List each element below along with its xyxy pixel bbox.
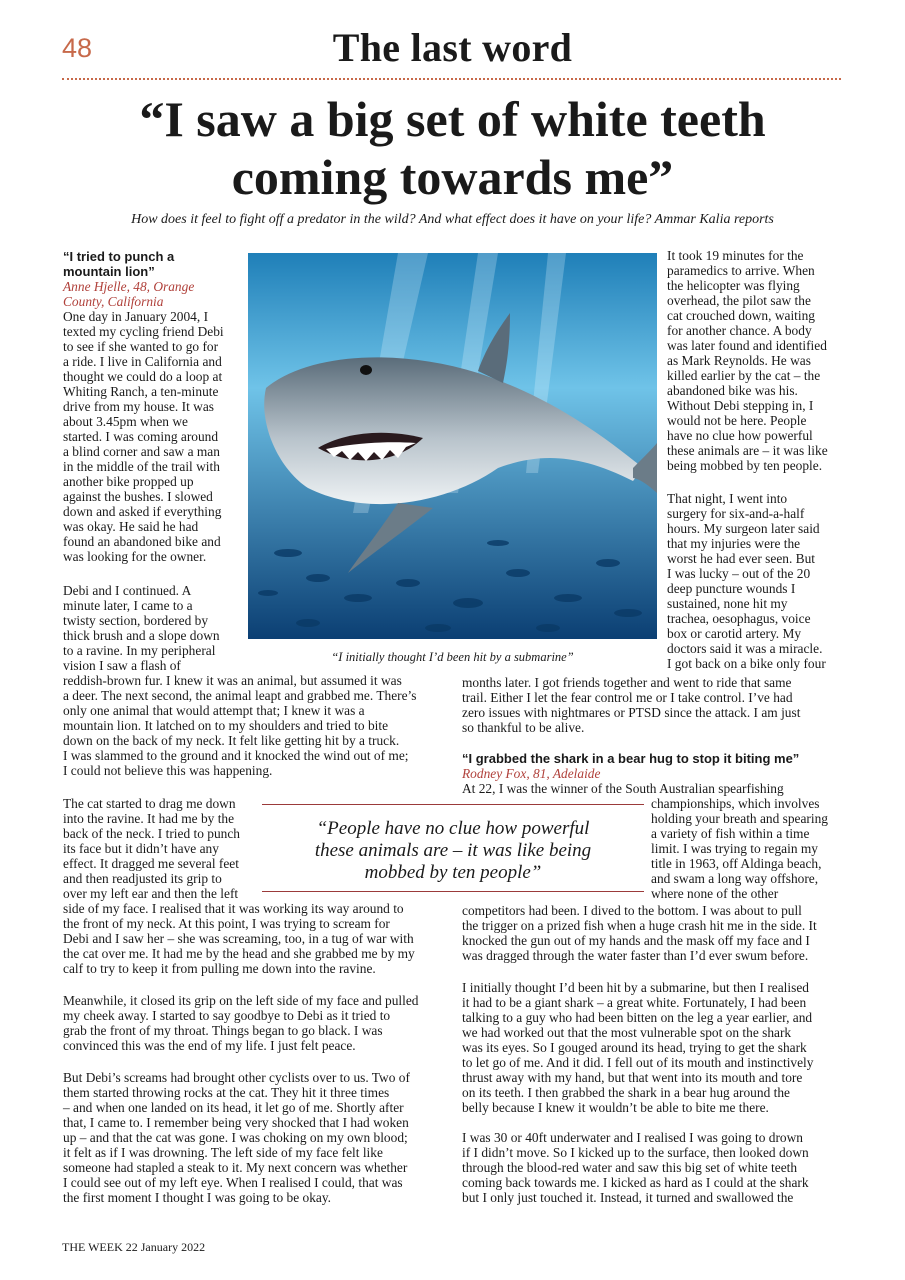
text-line: someone had stapled a steak to it. My next concern was whether	[63, 1160, 408, 1175]
text-line: deep puncture wounds I	[667, 581, 796, 596]
text-line: a variety of fish within a time	[651, 826, 810, 841]
headline	[40, 90, 865, 206]
page-number: 48	[62, 33, 93, 63]
text-line: started. I was coming around	[63, 429, 219, 444]
text-line: a deer. The next second, the animal leapt and grabbed me. There’s	[63, 688, 417, 703]
text-line: coming back towards me. I kicked as hard as I could at the shark	[462, 1175, 809, 1190]
text-line: side of my face. I realised that it was working its way around to	[63, 901, 404, 916]
text-line: I could not believe this was happening.	[63, 763, 273, 778]
story2-paragraph-3	[462, 1130, 809, 1205]
text-line: over my left ear and then the left	[63, 886, 239, 901]
pullquote-line-1: “People have no clue how powerful	[316, 818, 590, 839]
text-line: to let go of me. And it did. I fell out of its mouth and instinctively	[462, 1055, 814, 1070]
text-line: and swam a long way offshore,	[651, 871, 819, 886]
text-line: months later. I got friends together and went to ride that same	[462, 675, 792, 690]
text-line: where none of the other	[651, 886, 779, 901]
text-line: that my injuries were the	[667, 536, 801, 551]
text-line: a blind corner and saw a man	[63, 444, 220, 459]
text-line: Whiting Ranch, a ten-minute	[63, 384, 219, 399]
text-line: zero issues with nightmares or PTSD since the attack. I am just	[462, 705, 801, 720]
text-line: trail. Either I let the fear control me or I take control. I’ve had	[462, 690, 793, 705]
text-line: to see if she wanted to go for	[63, 339, 219, 354]
story1-byline-2: County, California	[63, 294, 164, 309]
text-line: as Mark Reynolds. He was	[667, 353, 811, 368]
text-line: in the middle of the trail with	[63, 459, 220, 474]
text-line: Meanwhile, it closed its grip on the left side of my face and pulled	[63, 993, 419, 1008]
text-line: the front of my neck. At this point, I was trying to scream for	[63, 916, 390, 931]
story1-paragraph-2-cont	[63, 673, 416, 778]
text-line: It took 19 minutes for the	[667, 248, 804, 263]
story1-col2-paragraph	[462, 675, 800, 735]
story2-subhead: “I grabbed the shark in a bear hug to stop it biting me”	[462, 751, 800, 766]
pullquote-rule-top	[262, 804, 644, 805]
shark-illustration	[248, 253, 657, 639]
text-line: effect. It dragged me several feet	[63, 856, 239, 871]
text-line: was later found and identified	[667, 338, 827, 353]
text-line: paramedics to arrive. When	[667, 263, 815, 278]
standfirst: How does it feel to fight off a predator in the wild? And what effect does it have on your life? Ammar Kalia reports	[131, 212, 774, 227]
text-line: was its eyes. So I gouged around its head, trying to get the shark	[462, 1040, 807, 1055]
text-line: up – and that the cat was gone. I was choking on my own blood;	[63, 1130, 408, 1145]
text-line: reddish-brown fur. I knew it was an animal, but assumed it was	[63, 673, 402, 688]
text-line: them started throwing rocks at the cat. They hit it three times	[63, 1085, 390, 1100]
text-line: that, I came to. I remember being very shocked that I had woken	[63, 1115, 409, 1130]
story2-paragraph-1	[462, 903, 817, 963]
story1-subhead-2: mountain lion”	[63, 264, 155, 279]
text-line: vision I saw a flash of	[63, 658, 181, 673]
text-line: and then readjusted its grip to	[63, 871, 222, 886]
text-line: was dragged through the water faster than I’d ever swum before.	[462, 948, 809, 963]
text-line: worst he had ever seen. But	[667, 551, 815, 566]
story1-paragraph-5	[63, 1070, 410, 1205]
text-line: killed earlier by the cat – the	[667, 368, 821, 383]
text-line: was looking for the owner.	[63, 549, 207, 564]
text-line: down on the back of my neck. It felt like getting hit by a truck.	[63, 733, 400, 748]
text-line: twisty section, bordered by	[63, 613, 209, 628]
story1-header	[63, 249, 243, 309]
text-line: so thankful to be alive.	[462, 720, 585, 735]
story2-paragraph-2	[462, 980, 813, 1115]
text-line: title in 1963, off Aldinga beach,	[651, 856, 822, 871]
text-line: these animals are – it was like	[667, 443, 828, 458]
story2-intro: At 22, I was the winner of the South Australian spearfishing	[462, 781, 784, 796]
text-line: we had worked out that the most vulnerable spot on the shark	[462, 1025, 792, 1040]
text-line: the first moment I thought I was going to be okay.	[63, 1190, 332, 1205]
text-line: being mobbed by ten people.	[667, 458, 823, 473]
text-line: through the blood-red water and saw this big set of white teeth	[462, 1160, 798, 1175]
story1-byline-1: Anne Hjelle, 48, Orange	[63, 279, 195, 294]
text-line: One day in January 2004, I	[63, 309, 209, 324]
text-line: I got back on a bike only four	[667, 656, 826, 671]
headline-line-2: coming towards me”	[231, 149, 674, 205]
text-line: doctors said it was a miracle.	[667, 641, 823, 656]
text-line: cat crouched down, waiting	[667, 308, 815, 323]
text-line: That night, I went into	[667, 491, 788, 506]
pullquote-line-2: these animals are – it was like being	[314, 840, 592, 861]
text-line: limit. I was trying to regain my	[651, 841, 818, 856]
text-line: Debi and I continued. A	[63, 583, 192, 598]
header-divider	[62, 78, 841, 80]
text-line: I was slammed to the ground and it knocked the wind out of me;	[63, 748, 409, 763]
text-line: knocked the gun out of my hands and the mask off my face and I	[462, 933, 810, 948]
story1-col3-paragraph-2	[667, 491, 826, 671]
text-line: about 3.45pm when we	[63, 414, 188, 429]
story1-paragraph-2	[63, 583, 220, 673]
text-line: thick brush and a slope down	[63, 628, 220, 643]
pullquote	[300, 818, 606, 884]
text-line: back of the neck. I tried to punch	[63, 826, 240, 841]
story1-paragraph-3-cont	[63, 901, 415, 976]
text-line: to a ravine. In my peripheral	[63, 643, 216, 658]
text-line: another bike propped up	[63, 474, 194, 489]
story2-byline: Rodney Fox, 81, Adelaide	[462, 766, 601, 781]
text-line: talking to a guy who had been bitten on the leg a year earlier, and	[462, 1010, 813, 1025]
text-line: hours. My surgeon later said	[667, 521, 820, 536]
pullquote-line-3: mobbed by ten people”	[364, 862, 542, 883]
text-line: thought we could do a loop at	[63, 369, 223, 384]
text-line: Without Debi stepping in, I	[667, 398, 814, 413]
text-line: I was lucky – out of the 20	[667, 566, 811, 581]
story1-paragraph-4	[63, 993, 419, 1053]
text-line: down and asked if everything	[63, 504, 222, 519]
story1-paragraph-1	[63, 309, 224, 564]
text-line: The cat started to drag me down	[63, 796, 236, 811]
text-line: thrust away with my hand, but that went into its mouth and tore	[462, 1070, 803, 1085]
text-line: – and when one landed on its head, it let go of me. Shortly after	[63, 1100, 404, 1115]
text-line: would not be here. People	[667, 413, 807, 428]
text-line: the helicopter was flying	[667, 278, 800, 293]
text-line: championships, which involves	[651, 796, 820, 811]
text-line: grab the front of my throat. Things began to go black. I was	[63, 1023, 383, 1038]
story1-paragraph-3	[63, 796, 240, 901]
text-line: it felt as if I was drowning. The left side of my face felt like	[63, 1145, 383, 1160]
text-line: belly because I knew it wouldn’t be able to bite me there.	[462, 1100, 769, 1115]
text-line: Debi and I saw her – she was screaming, too, in a tug of war with	[63, 931, 414, 946]
text-line: drive from my house. It was	[63, 399, 214, 414]
story2-col3-paragraph	[651, 796, 828, 901]
headline-line-1: “I saw a big set of white teeth	[139, 91, 766, 147]
text-line: calf to try to keep it from pulling me down into the ravine.	[63, 961, 376, 976]
story1-subhead-1: “I tried to punch a	[63, 249, 175, 264]
text-line: it had to be a giant shark – a great white. Fortunately, I had been	[462, 995, 807, 1010]
text-line: minute later, I came to a	[63, 598, 193, 613]
text-line: I could see out of my left eye. When I realised I could, that was	[63, 1175, 403, 1190]
footer: THE WEEK 22 January 2022	[62, 1240, 206, 1254]
text-line: against the bushes. I slowed	[63, 489, 213, 504]
text-line: abandoned bike was his.	[667, 383, 798, 398]
section-title: The last word	[332, 25, 573, 70]
text-line: texted my cycling friend Debi	[63, 324, 224, 339]
text-line: trachea, oesophagus, voice	[667, 611, 811, 626]
text-line: on its teeth. I then grabbed the shark in a bear hug around the	[462, 1085, 790, 1100]
story1-col3-paragraph-1	[667, 248, 828, 473]
text-line: sustained, none hit my	[667, 596, 788, 611]
text-line: for another chance. A body	[667, 323, 812, 338]
text-line: convinced this was the end of my life. I just felt peace.	[63, 1038, 356, 1053]
story2-header	[462, 751, 799, 796]
text-line: have no clue how powerful	[667, 428, 813, 443]
text-line: the cat over me. It had me by the head and she grabbed me by my	[63, 946, 415, 961]
text-line: I initially thought I’d been hit by a submarine, but then I realised	[462, 980, 809, 995]
text-line: surgery for six-and-a-half	[667, 506, 805, 521]
text-line: the trigger on a prized fish when a huge crash hit me in the side. It	[462, 918, 817, 933]
text-line: only one animal that would attempt that; I knew it was a	[63, 703, 365, 718]
text-line: a ride. I live in California and	[63, 354, 222, 369]
text-line: but I only just touched it. Instead, it turned and swallowed the	[462, 1190, 794, 1205]
shark-photo	[248, 253, 657, 639]
photo-caption: “I initially thought I’d been hit by a submarine”	[331, 650, 574, 664]
text-line: mountain lion. It latched on to my shoulders and tried to bite	[63, 718, 389, 733]
text-line: was okay. He said he had	[63, 519, 199, 534]
text-line: its face but it didn’t have any	[63, 841, 219, 856]
text-line: my cheek away. I started to say goodbye to Debi as it tried to	[63, 1008, 391, 1023]
text-line: overhead, the pilot saw the	[667, 293, 811, 308]
text-line: holding your breath and spearing	[651, 811, 829, 826]
text-line: I was 30 or 40ft underwater and I realised I was going to drown	[462, 1130, 803, 1145]
pullquote-rule-bottom	[262, 891, 644, 892]
text-line: But Debi’s screams had brought other cyclists over to us. Two of	[63, 1070, 410, 1085]
text-line: box or carotid artery. My	[667, 626, 802, 641]
text-line: competitors had been. I dived to the bottom. I was about to pull	[462, 903, 802, 918]
text-line: into the ravine. It had me by the	[63, 811, 235, 826]
text-line: found an abandoned bike and	[63, 534, 221, 549]
text-line: if I didn’t move. So I kicked up to the surface, then looked down	[462, 1145, 809, 1160]
